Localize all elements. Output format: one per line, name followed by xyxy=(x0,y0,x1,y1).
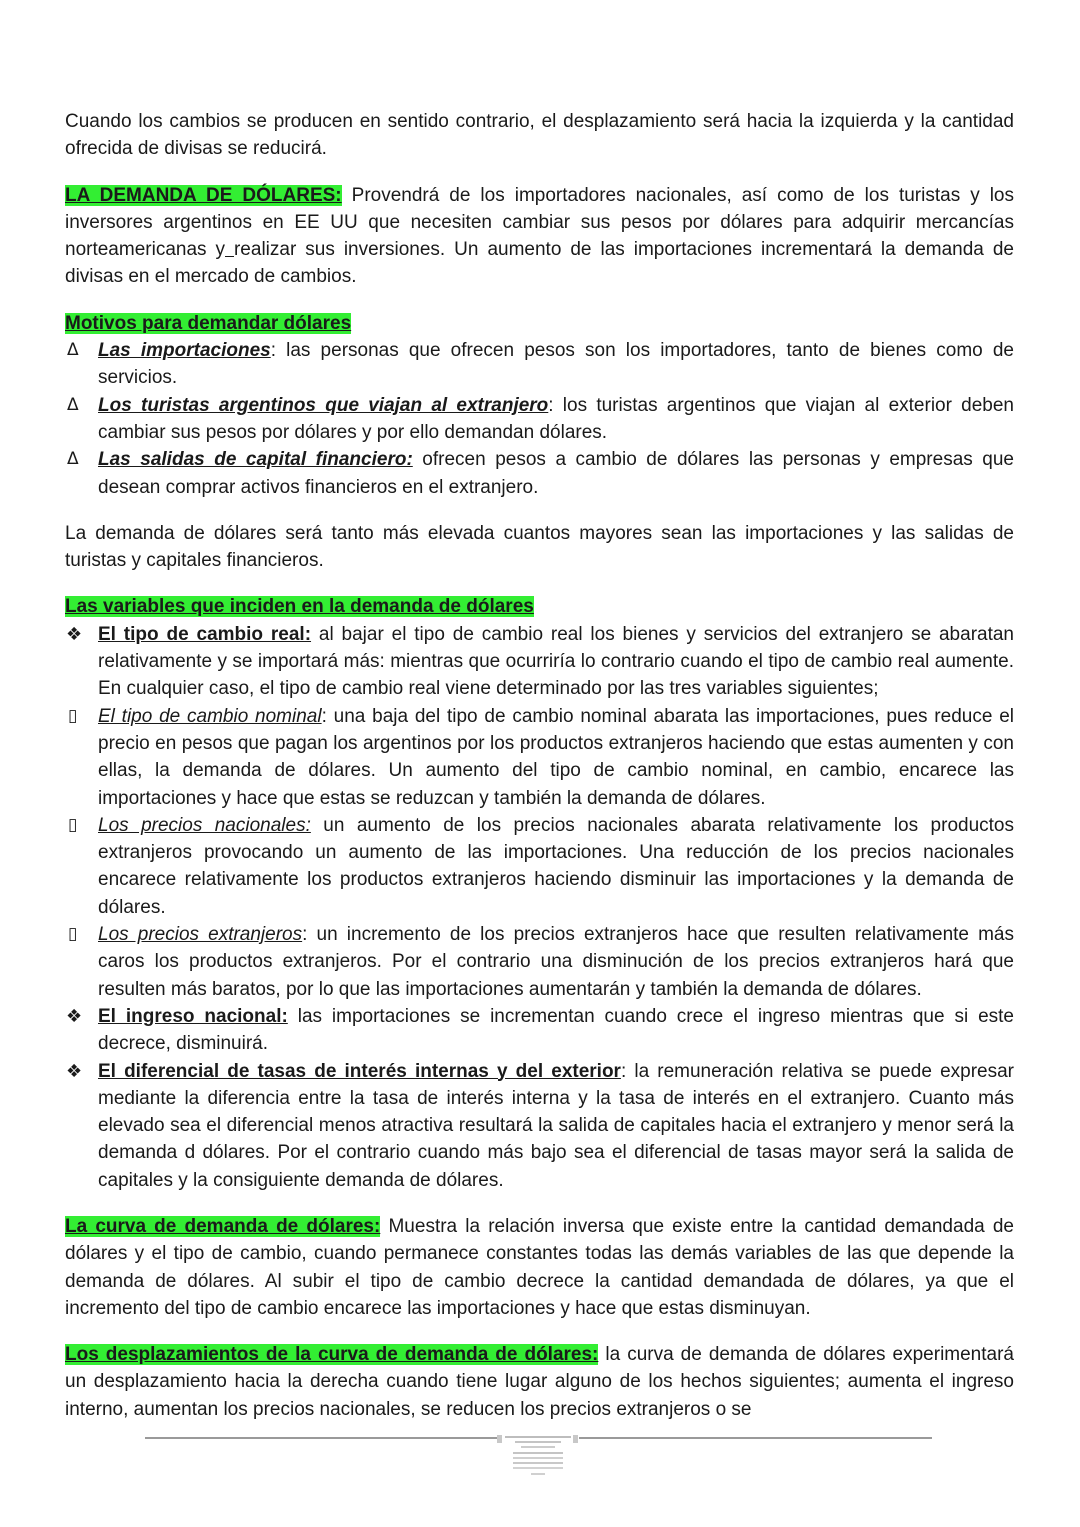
list-item-text: : una baja del tipo de cambio nominal abarata las importaciones, pues reduce el precio en pesos que pagan los argentinos por los productos extranjeros haciendo que estas aumenten y con ellas, la demanda de dólares. Un aumento del tipo de cambio nominal, en cambio, encarece las importaciones y hace que estas se reduzcan y también la demanda de dólares. xyxy=(98,705,1014,809)
curva-text: Muestra la relación inversa que existe entre la cantidad demandada de dólares y el tipo de cambio, cuando permanece constantes todas las demás variables de las que depende la demanda de dólares. Al subir el tipo de cambio decrece la cantidad demandada de dólares, ya que el incremento del tipo de cambio encarece las importaciones y hace que estas disminuyan. xyxy=(65,1215,1014,1319)
demanda-heading: LA DEMANDA DE DÓLARES: xyxy=(65,184,342,206)
list-item xyxy=(65,337,1014,392)
list-item xyxy=(65,812,1014,921)
motivos-heading: Motivos para demandar dólares xyxy=(65,312,352,334)
list-item-text: las importaciones se incrementan cuando crece el ingreso mientras que si este decrece, disminuirá. xyxy=(98,1005,1015,1055)
list-item xyxy=(65,703,1014,812)
list-item-term: Las salidas de capital financiero: xyxy=(98,449,413,471)
underlined-space xyxy=(225,239,234,260)
list-item xyxy=(65,921,1014,1003)
list-item xyxy=(65,446,1014,501)
list-item-term: Los precios nacionales: xyxy=(98,814,311,836)
list-item-text: al bajar el tipo de cambio real los bienes y servicios del extranjero se abaratan relativamente y se importará más: mientras que ocurriría lo contrario cuando el tipo de cambio real aumente. En cualquier caso, el tipo de cambio real viene determinado por las tres variables siguientes; xyxy=(98,623,1014,700)
variables-heading-line xyxy=(65,593,1014,620)
diamond-bullet-icon: ❖ xyxy=(66,1005,83,1027)
intro-paragraph: Cuando los cambios se producen en sentido contrario, el desplazamiento será hacia la izquierda y la cantidad ofrecida de divisas se reducirá. xyxy=(65,111,1014,160)
motivos-heading-line xyxy=(65,310,1014,337)
list-item-term: El diferencial de tasas de interés internas y del exterior xyxy=(98,1060,621,1082)
box-bullet-icon: ▯ xyxy=(68,814,78,835)
list-item-term: El tipo de cambio nominal xyxy=(98,705,322,727)
list-item-term: El ingreso nacional: xyxy=(98,1005,288,1027)
list-item-text: : las personas que ofrecen pesos son los importadores, tanto de bienes como de servicios. xyxy=(98,340,1014,389)
demanda-text-1: Provendrá de los importadores nacionales, así como de los turistas y los inversores argentinos en EE UU que necesiten cambiar sus pesos por dólares para adquirir mercancías norteamericanas y xyxy=(65,184,1014,261)
delta-bullet-icon: Δ xyxy=(67,340,79,361)
box-bullet-icon: ▯ xyxy=(68,705,78,726)
variables-list xyxy=(65,621,1014,1194)
list-item xyxy=(65,392,1014,447)
desplazamientos-text: la curva de demanda de dólares experimentará un desplazamiento hacia la derecha cuando tiene lugar alguno de los hechos siguientes; aumenta el ingreso interno, aumentan los precios nacionales, se reducen los precios extranjeros o se xyxy=(65,1344,1014,1420)
list-item xyxy=(65,1058,1014,1194)
list-item-text: ofrecen pesos a cambio de dólares las personas y empresas que desean comprar activos financieros en el extranjero. xyxy=(98,449,1014,498)
motivos-section xyxy=(65,310,1014,501)
list-item-term: Los turistas argentinos que viajan al extranjero xyxy=(98,394,549,416)
curva-heading: La curva de demanda de dólares: xyxy=(65,1215,381,1237)
box-bullet-icon: ▯ xyxy=(68,924,78,945)
demanda-paragraph xyxy=(65,182,1014,291)
list-item-text: un aumento de los precios nacionales abarata relativamente los productos extranjeros provocando un aumento de las importaciones. Una reducción de los precios nacionales encarece relativamente los productos extranjeros haciendo disminuir las importaciones y la demanda de dólares. xyxy=(98,814,1014,918)
demanda-text-2: realizar sus inversiones. Un aumento de las importaciones incrementará la demanda de divisas en el mercado de cambios. xyxy=(65,239,1014,288)
variables-section xyxy=(65,593,1014,1194)
list-item-text: : la remuneración relativa se puede expresar mediante la diferencia entre la tasa de interés interna y la tasa de interés en el extranjero. Cuanto más elevado sea el diferencial menos atractiva resultará la salida de capitales hacia el extranjero y menor será la demanda d dólares. Por el contrario cuando más bajo sea el diferencial de tasas mayor será la salida de capitales y la consiguiente demanda de dólares. xyxy=(98,1060,1014,1191)
list-item-text: : los turistas argentinos que viajan al exterior deben cambiar sus pesos por dólares y por ello demandan dólares. xyxy=(98,394,1014,443)
list-item xyxy=(65,1003,1014,1058)
list-item-term: El tipo de cambio real: xyxy=(98,623,312,645)
list-item xyxy=(65,621,1014,703)
delta-bullet-icon: Δ xyxy=(67,394,79,415)
list-item-text: : un incremento de los precios extranjeros hace que resulten relativamente más caros los productos extranjeros. Por el contrario una disminución de los precios extranjeros hará que resulten más baratos, por lo que las importaciones aumentarán y también la demanda de dólares. xyxy=(98,924,1014,1000)
desplazamientos-heading: Los desplazamientos de la curva de demanda de dólares: xyxy=(65,1344,599,1366)
desplazamientos-paragraph xyxy=(65,1341,1014,1423)
list-item-term: Las importaciones xyxy=(98,340,271,362)
document-page xyxy=(65,108,1014,1423)
list-item-term: Los precios extranjeros xyxy=(98,924,303,946)
motivos-list xyxy=(65,337,1014,501)
diamond-bullet-icon: ❖ xyxy=(66,623,83,645)
curva-paragraph xyxy=(65,1213,1014,1322)
delta-bullet-icon: Δ xyxy=(67,449,79,470)
diamond-bullet-icon: ❖ xyxy=(66,1060,83,1082)
demanda-resumen-paragraph: La demanda de dólares será tanto más elevada cuantos mayores sean las importaciones y las salidas de turistas y capitales financieros. xyxy=(65,522,1014,572)
footer-logo-icon xyxy=(497,1433,579,1479)
variables-heading: Las variables que inciden en la demanda de dólares xyxy=(65,596,534,618)
